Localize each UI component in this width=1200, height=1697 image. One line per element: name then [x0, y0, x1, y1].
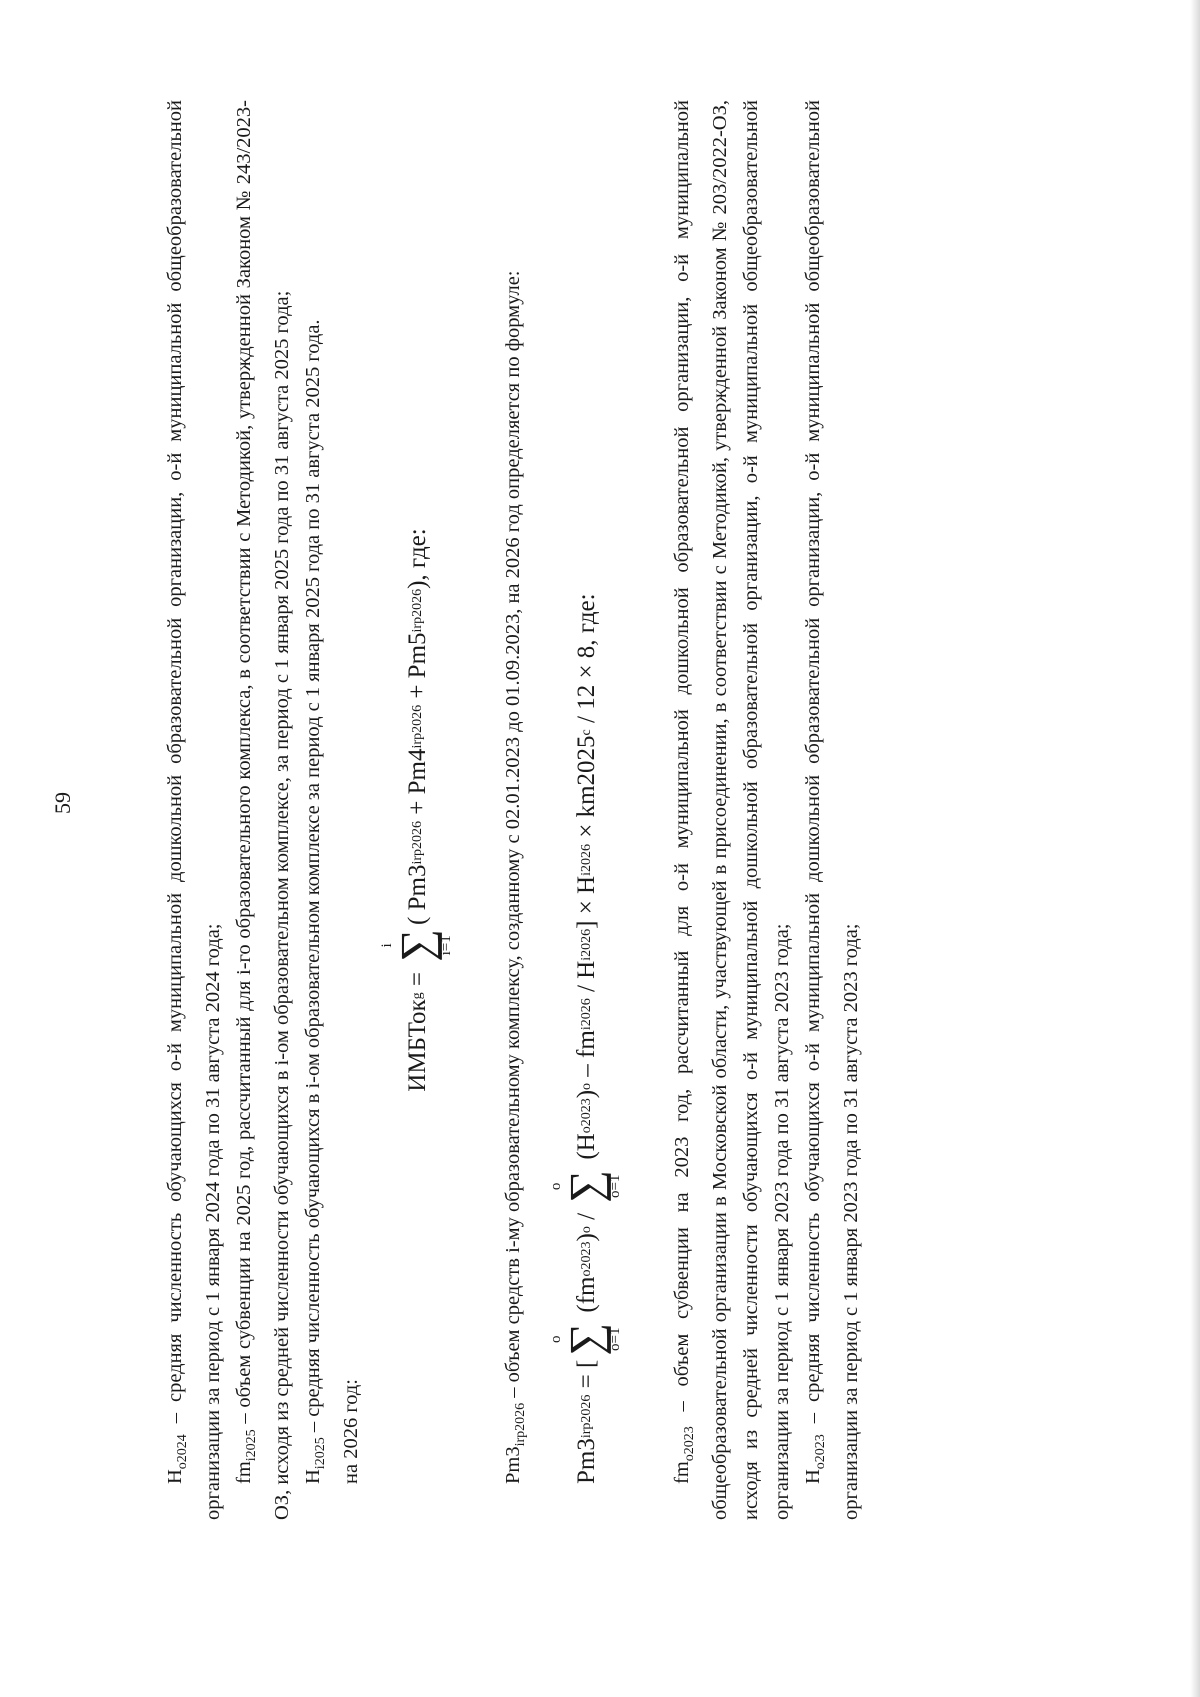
rotated-document-body: [160, 100, 862, 1520]
definition-h-o2023: $H_{o2023}$ – средняя численность обучающихся о-й муниципальной дошкольной образовательной организации, о-й муниципальной общеобразовательной организации за период с 1 января 2023 года по 31 августа 2023 года;: [802, 100, 862, 1520]
definition-fm-o2023: $fm_{o2023}$ – объем субвенции на 2023 год, рассчитанный для о-й муниципальной дошкольной образовательной организации, о-й муниципальной общеобразовательной организации в Московской области, участвующей в присоединении, в соответствии с Методикой, утвержденной Законом № 203/2022-ОЗ, исходя из средней численности обучающихся о-й муниципальной дошкольной образовательной организации, о-й муниципальной общеобразовательной организации за период с 1 января 2023 года по 31 августа 2023 года;: [671, 100, 793, 1520]
scan-edge: [1190, 0, 1200, 1697]
definition-fm-i2025: $fm_{i2025}$ – объем субвенции на 2025 год, рассчитанный для i-го образовательного комплекса, в соответствии с Методикой, утвержденной Законом № 243/2023-ОЗ, исходя из средней численности обучающихся в i-ом образовательном комплексе, за период с 1 января 2025 года по 31 августа 2025 года;: [233, 100, 293, 1520]
definition-pm3: $Pm3_{irp2026}$ – объем средств i-му образовательному комплексу, созданному с 02.01.2023 до 01.09.2023, на 2026 год определяется по формуле:: [502, 270, 528, 1484]
definition-h-o2024: $H_{o2024}$ – средняя численность обучающихся о-й муниципальной дошкольной образовательной организации, о-й муниципальной общеобразовательной организации за период с 1 января 2024 года по 31 августа 2024 года;: [164, 100, 224, 1520]
year-heading-2026: на 2026 год:: [340, 1378, 362, 1484]
summation-symbol: o ∑ o=1: [548, 1169, 623, 1203]
formula-imbt: ИМБТок g = i ∑ i=1 ( Pm3 irp2026 + Pm4 irp2026 + Pm5 irp2026 ), где:: [379, 528, 454, 1092]
page-number: 59: [50, 792, 75, 814]
formula-pm3: Pm3 irp2026 = [ o ∑ o=1 (fm o2023 ) o / o ∑ o=1 (H o2023 ) o – fm i2026 / H i2026 ] × H i2026 × km2025 c / 12 × 8, где:: [548, 593, 623, 1484]
summation-symbol: i ∑ i=1: [379, 928, 454, 962]
definition-h-i2025: $H_{i2025}$ – средняя численность обучающихся в i-ом образовательном комплексе за период с 1 января 2025 года по 31 августа 2025 года.: [302, 319, 328, 1484]
summation-symbol: o ∑ o=1: [548, 1322, 623, 1356]
